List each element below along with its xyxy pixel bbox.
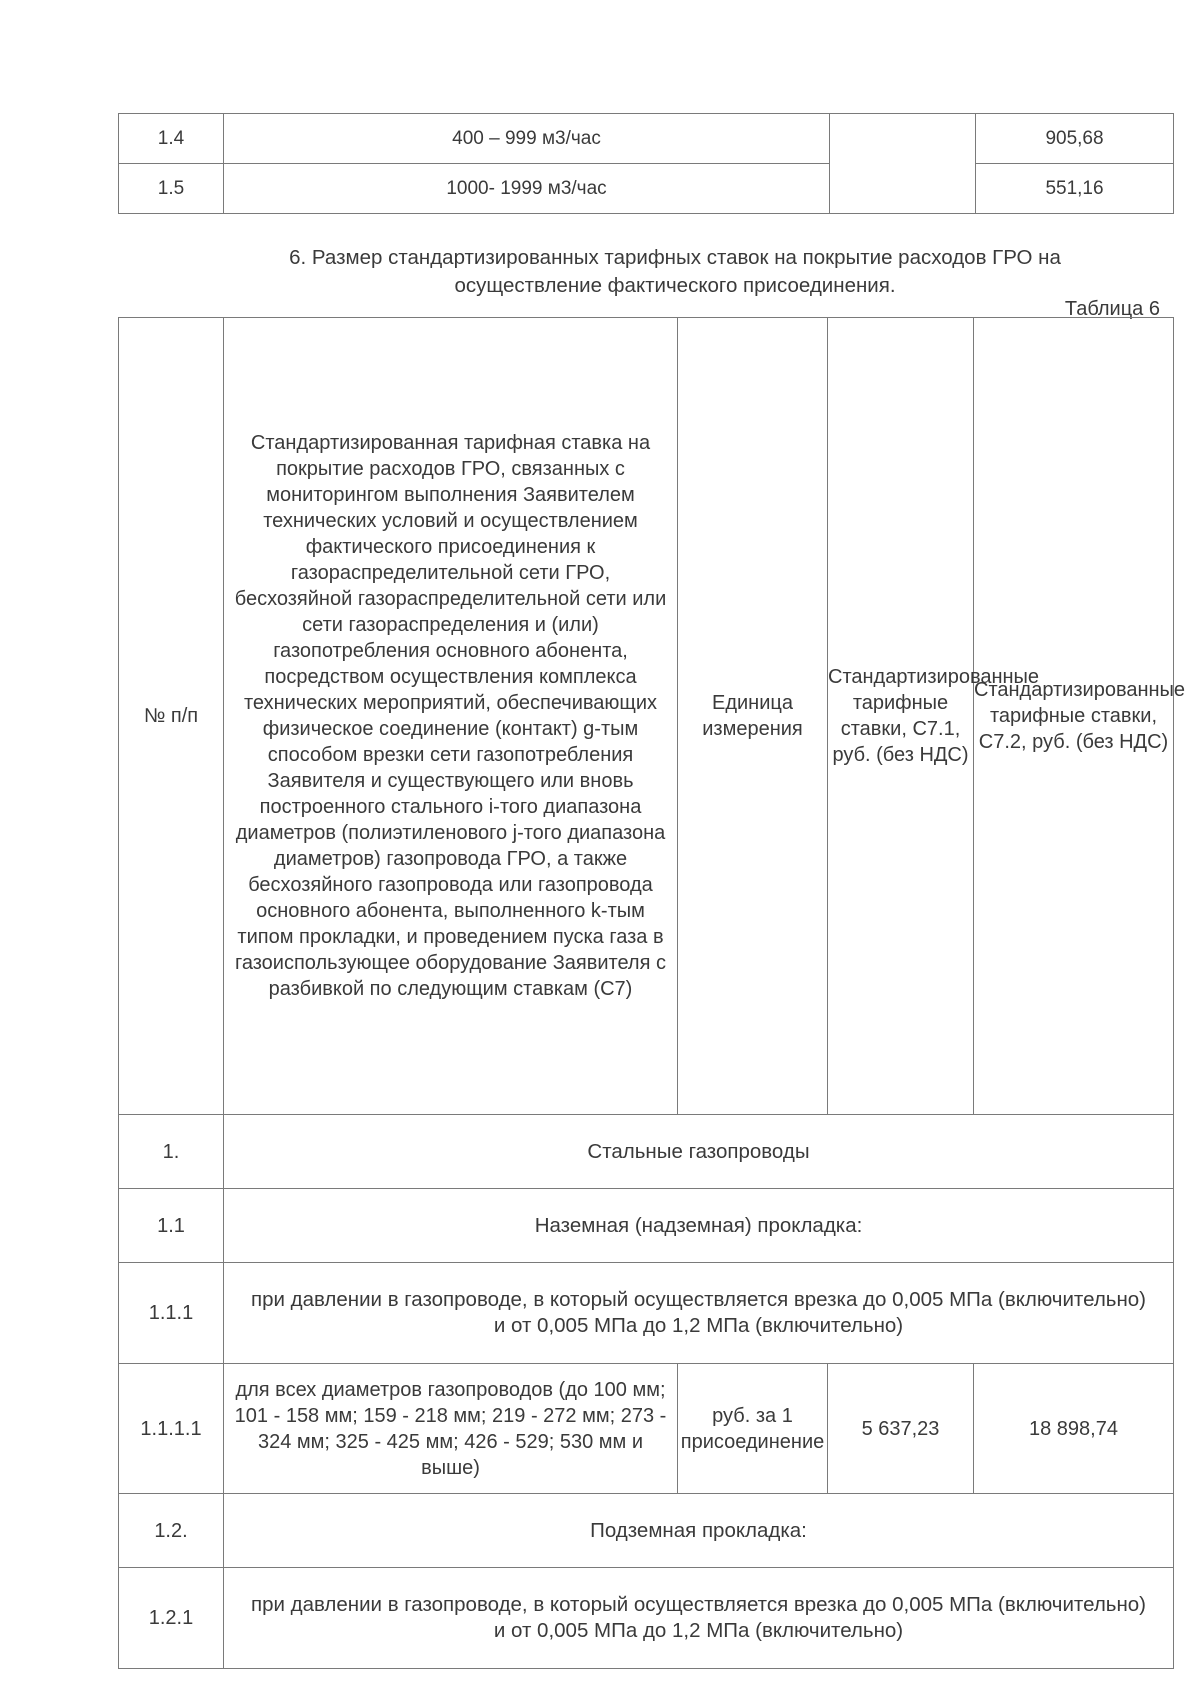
table-row	[119, 1494, 1174, 1568]
table-label: Таблица 6	[1064, 298, 1160, 320]
row-number: 1.	[119, 1115, 224, 1189]
table-row	[119, 114, 1174, 164]
header-unit: Единица измерения	[678, 318, 828, 1115]
c72-value: 18 898,74	[974, 1364, 1174, 1494]
table-row	[119, 1263, 1174, 1364]
capacity-range: 400 – 999 м3/час	[224, 114, 830, 164]
rate-value: 551,16	[976, 164, 1174, 214]
c71-value: 5 637,23	[828, 1364, 974, 1494]
rate-value: 905,68	[976, 114, 1174, 164]
row-number: 1.1.1	[119, 1263, 224, 1364]
section-row-text: при давлении в газопроводе, в который осуществляется врезка до 0,005 МПа (включительно) и от 0,005 МПа до 1,2 МПа (включительно)	[224, 1263, 1174, 1364]
row-number: 1.2.1	[119, 1568, 224, 1669]
header-num: № п/п	[119, 318, 224, 1115]
unit-value: руб. за 1 присоединение	[678, 1364, 828, 1494]
row-number: 1.2.	[119, 1494, 224, 1568]
header-c72: Стандартизированные тарифные ставки, С7.2, руб. (без НДС)	[974, 318, 1174, 1115]
tariff-table	[118, 317, 1186, 1669]
table-header-row	[119, 318, 1174, 1115]
row-number: 1.4	[119, 114, 224, 164]
capacity-range: 1000- 1999 м3/час	[224, 164, 830, 214]
table-row	[119, 1364, 1174, 1494]
header-description: Стандартизированная тарифная ставка на покрытие расходов ГРО, связанных с мониторингом выполнения Заявителем технических условий и осуществлением фактического присоединения к газораспределительной сети ГРО, бесхозяйной газораспределительной сети или сети газораспределения и (или) газопотребления основного абонента, посредством осуществления комплекса технических мероприятий, обеспечивающих физическое соединение (контакт) g-тым способом врезки сети газопотребления Заявителя и существующего или вновь построенного стального i-того диапазона диаметров (полиэтиленового j-того диапазона диаметров) газопровода ГРО, а также бесхозяйного газопровода или газопровода основного абонента, выполненного k-тым типом прокладки, и проведением пуска газа в газоиспользующее оборудование Заявителя с разбивкой по следующим ставкам (С7)	[224, 318, 678, 1115]
top-table	[118, 113, 1174, 214]
table-row	[119, 1189, 1174, 1263]
section-row-text: при давлении в газопроводе, в который осуществляется врезка до 0,005 МПа (включительно) и от 0,005 МПа до 1,2 МПа (включительно)	[224, 1568, 1174, 1669]
row-number: 1.1	[119, 1189, 224, 1263]
section-row-text: Наземная (надземная) прокладка:	[224, 1189, 1174, 1263]
section-title: 6. Размер стандартизированных тарифных ставок на покрытие расходов ГРО на осуществление фактического присоединения.	[289, 246, 1061, 297]
diameter-description: для всех диаметров газопроводов (до 100 мм; 101 - 158 мм; 159 - 218 мм; 219 - 272 мм; 273 - 324 мм; 325 - 425 мм; 426 - 529; 530 мм и выше)	[224, 1364, 678, 1494]
section-row-text: Стальные газопроводы	[224, 1115, 1174, 1189]
header-c71: Стандартизированные тарифные ставки, С7.1, руб. (без НДС)	[828, 318, 974, 1115]
section-row-text: Подземная прокладка:	[224, 1494, 1174, 1568]
row-number: 1.5	[119, 164, 224, 214]
row-number: 1.1.1.1	[119, 1364, 224, 1494]
table-row	[119, 1568, 1174, 1669]
table-row	[119, 164, 1174, 214]
unit-cell	[830, 114, 976, 214]
table-row	[119, 1115, 1174, 1189]
